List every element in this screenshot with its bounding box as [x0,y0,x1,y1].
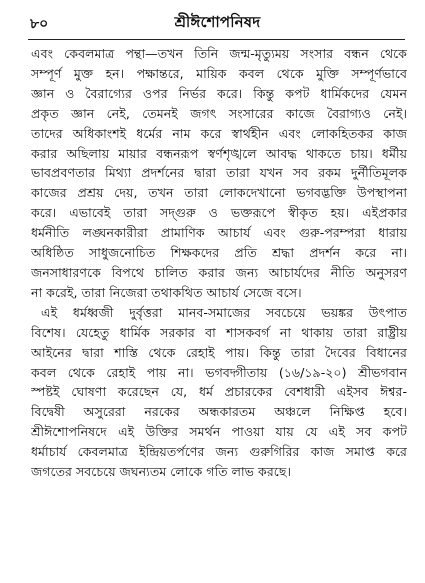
text-line: বিদ্বেষী অসুরেরা নরকের অন্ধকারতম অঞ্চলে নিক্ষিপ্ত হবে। [31,404,407,420]
text-line: না করেই, তারা নিজেরা তথাকথিত আচার্য সেজে বসে। [31,284,302,300]
text-line: শ্রীঈশোপনিষদে এই উক্তির সমর্থন পাওয়া যায় যে এই সব কপট [31,424,407,440]
text-line: সম্পূর্ণ মুক্ত হন। পক্ষান্তরে, মায়িক কবল থেকে মুক্তি সম্পূর্ণভাবে [31,65,407,81]
text-line: এবং কেবলমাত্র পন্থা—তখন তিনি জন্ম-মৃত্যুময় সংসার বন্ধন থেকে [31,46,407,61]
page-number: ৮০ [30,16,49,32]
text-line: ধর্মাচার্য কেবলমাত্র ইন্দ্রিয়তর্পণের জন্য গুরুগিরির কাজ সমাপ্ত করে [31,444,407,460]
page-header [30,10,405,36]
text-line: জগতের সবচেয়ে জঘন্যতম লোকে গতি লাভ করছে। [31,464,291,480]
text-line: কাজের প্রশ্রয় দেয়, তখন তারা লোকদেখানো ভগবদ্ভক্তি উপস্থাপনা [31,185,407,201]
running-title: শ্রীঈশোপনিষদ [174,13,261,31]
text-line: আইনের দ্বারা শাস্তি থেকে রেহাই পায়। কিন্তু তারা দৈবের বিধানের [31,344,407,360]
text-line: ভাবপ্রবণতার মিথ্যা প্রদর্শনের দ্বারা তারা যখন সব রকম দুর্নীতিমূলক [31,165,407,181]
body-text [31,44,407,482]
text-line: করে। এভাবেই তারা সদ্গুরু ও ভক্তরূপে স্বীকৃত হয়। এইপ্রকার [31,205,407,221]
text-line: বিশেষ। যেহেতু ধার্মিক সরকার বা শাসকবর্গ না থাকায় তারা রাষ্ট্রীয় [31,324,407,340]
text-line: কবল থেকে রেহাই পায় না। ভগবদ্গীতায় (১৬/১৯-২০) শ্রীভগবান [31,364,407,380]
text-line: স্পষ্টই ঘোষণা করেছেন যে, ধর্ম প্রচারকের বেশধারী এইসব ঈশ্বর- [31,384,407,400]
text-line: জনসাধারণকে বিপথে চালিত করার জন্য আচার্যদের নীতি অনুসরণ [31,264,407,280]
text-line: এই ধর্মধ্বজী দুর্বৃত্তরা মানব-সমাজের সবচেয়ে ভয়ঙ্কর উৎপাত [41,304,407,320]
text-line: জ্ঞান ও বৈরাগ্যের ওপর নির্ভর করে। কিন্তু কপট ধার্মিকদের যেমন [31,85,407,101]
text-line: অধিষ্ঠিত সাধুজনোচিত শিক্ষকদের প্রতি শ্রদ্ধা প্রদর্শন করে না। [31,245,407,261]
header-rule [28,39,405,40]
text-line: ধর্মনীতি লঙ্ঘনকারীরা প্রামাণিক আচার্য এবং গুরু-পরম্পরা ধারায় [31,225,407,241]
text-line: তাদের অধিকাংশই ধর্মের নাম করে স্বার্থহীন এবং লোকহিতকর কাজ [31,125,407,141]
text-line: প্রকৃত জ্ঞান নেই, তেমনই জগৎ সংসারের কাজে বৈরাগ্যও নেই। [31,105,407,121]
text-line: করার অছিলায় মায়ার বন্ধনরূপ স্বর্ণশৃঙ্খলে আবদ্ধ থাকতে চায়। ধর্মীয় [31,145,407,161]
